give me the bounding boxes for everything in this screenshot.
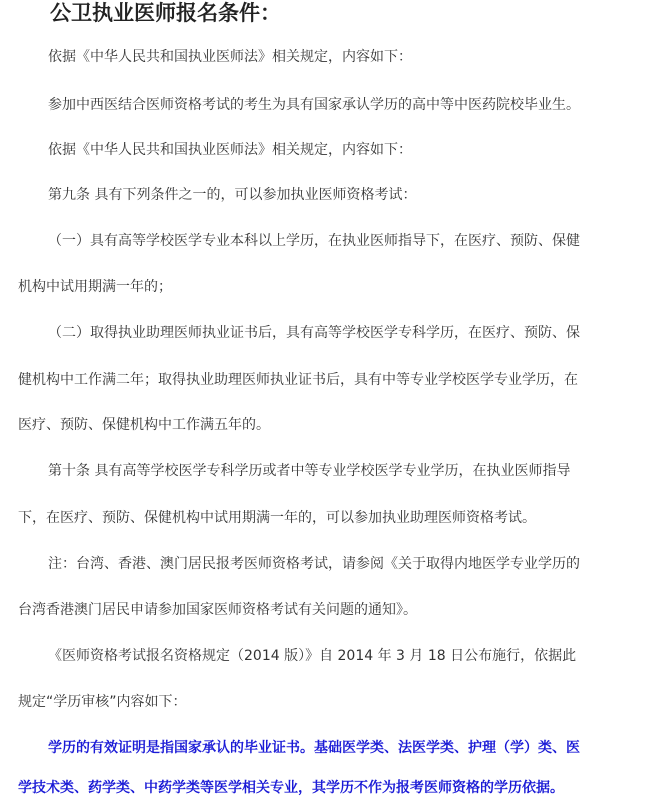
paragraph-line: 医疗、预防、保健机构中工作满五年的。 [18,417,270,433]
paragraph-line: （二）取得执业助理医师执业证书后，具有高等学校医学专科学历，在医疗、预防、保 [48,325,580,341]
paragraph-line: 依据《中华人民共和国执业医师法》相关规定，内容如下： [48,49,412,65]
paragraph-line: 第十条 具有高等学校医学专科学历或者中等专业学校医学专业学历，在执业医师指导 [48,463,571,479]
emphasis-line: 学历的有效证明是指国家承认的毕业证书。基础医学类、法医学类、护理（学）类、医 [48,740,580,756]
paragraph-line: 机构中试用期满一年的； [18,279,172,295]
page-title: 公卫执业医师报名条件： [50,1,281,25]
paragraph-line: 台湾香港澳门居民申请参加国家医师资格考试有关问题的通知》。 [18,602,417,618]
paragraph-line: 《医师资格考试报名资格规定（2014 版）》自 2014 年 3 月 18 日公布施行，依据此 [48,648,577,664]
paragraph-line: 下，在医疗、预防、保健机构中试用期满一年的，可以参加执业助理医师资格考试。 [18,510,536,526]
paragraph-line: 第九条 具有下列条件之一的，可以参加执业医师资格考试： [48,187,417,203]
emphasis-line: 学技术类、药学类、中药学类等医学相关专业，其学历不作为报考医师资格的学历依据。 [18,780,564,796]
paragraph-line: 规定“学历审核”内容如下： [18,694,187,710]
paragraph-line: 注：台湾、香港、澳门居民报考医师资格考试，请参阅《关于取得内地医学专业学历的 [48,556,580,572]
paragraph-line: （一）具有高等学校医学专业本科以上学历，在执业医师指导下，在医疗、预防、保健 [48,233,580,249]
paragraph-line: 健机构中工作满二年；取得执业助理医师执业证书后，具有中等专业学校医学专业学历，在 [18,372,578,388]
paragraph-line: 参加中西医结合医师资格考试的考生为具有国家承认学历的高中等中医药院校毕业生。 [48,97,580,113]
paragraph-line: 依据《中华人民共和国执业医师法》相关规定，内容如下： [48,142,412,158]
